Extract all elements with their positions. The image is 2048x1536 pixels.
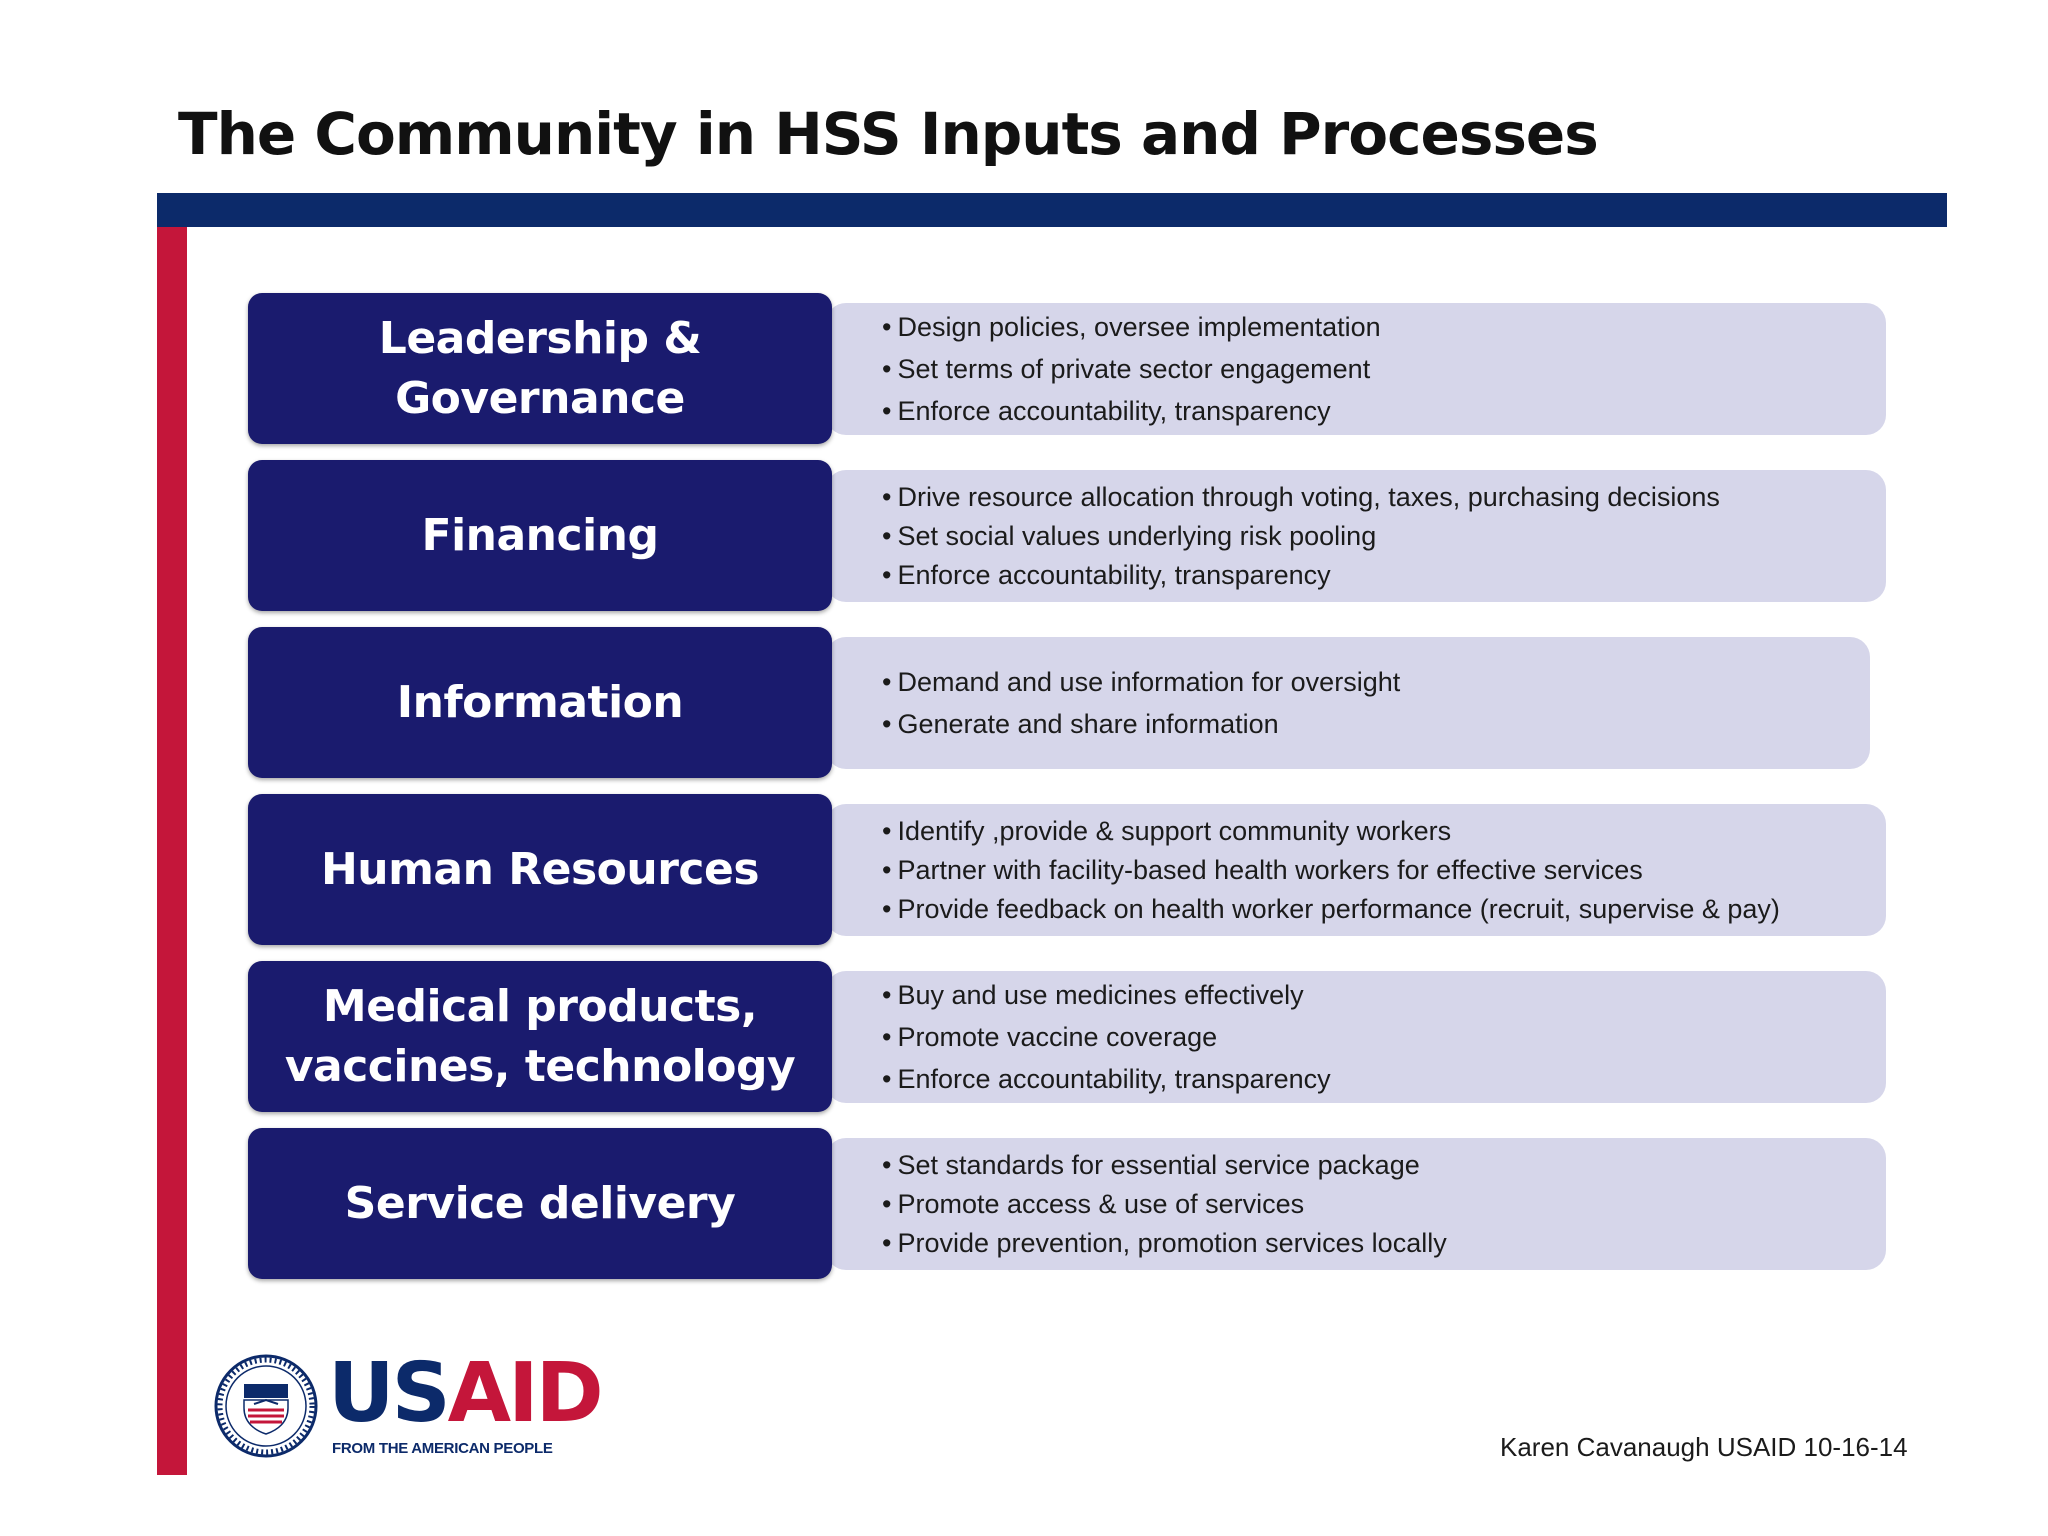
bullet-item: • Set social values underlying risk pooling bbox=[882, 517, 1720, 556]
slide-credit: Karen Cavanaugh USAID 10-16-14 bbox=[1500, 1432, 1908, 1462]
row-label bbox=[248, 1128, 832, 1279]
row-human-resources bbox=[248, 792, 1888, 947]
wordmark-aid: AID bbox=[447, 1346, 601, 1441]
row-label-line: Medical products, bbox=[322, 980, 758, 1032]
row-label bbox=[248, 794, 832, 945]
row-label bbox=[248, 293, 832, 444]
hss-rows bbox=[248, 291, 1888, 1293]
bullet-item: • Enforce accountability, transparency bbox=[882, 390, 1381, 432]
row-label-line: vaccines, technology bbox=[284, 1040, 796, 1092]
bullet-list bbox=[882, 306, 1381, 432]
row-label bbox=[248, 961, 832, 1112]
row-label-text bbox=[379, 309, 701, 429]
row-leadership-governance bbox=[248, 291, 1888, 446]
bullet-item: • Identify ,provide & support community workers bbox=[882, 812, 1780, 851]
row-label-line: Information bbox=[396, 676, 684, 728]
bullet-list bbox=[882, 478, 1720, 595]
bullet-item: • Drive resource allocation through voting, taxes, purchasing decisions bbox=[882, 478, 1720, 517]
bullet-item: • Promote access & use of services bbox=[882, 1185, 1447, 1224]
row-detail-box bbox=[826, 971, 1886, 1103]
bullet-list bbox=[882, 974, 1331, 1100]
bullet-item: • Enforce accountability, transparency bbox=[882, 556, 1720, 595]
usaid-seal-icon bbox=[214, 1354, 318, 1458]
row-detail-box bbox=[826, 303, 1886, 435]
row-information bbox=[248, 625, 1888, 780]
bullet-item: • Enforce accountability, transparency bbox=[882, 1058, 1331, 1100]
bullet-item: • Demand and use information for oversight bbox=[882, 661, 1400, 703]
usaid-wordmark bbox=[328, 1346, 601, 1441]
row-label-line: Financing bbox=[421, 509, 659, 561]
usaid-logo bbox=[214, 1346, 601, 1464]
row-label bbox=[248, 627, 832, 778]
bullet-item: • Set terms of private sector engagement bbox=[882, 348, 1381, 390]
slide-title: The Community in HSS Inputs and Processes bbox=[178, 100, 1598, 168]
row-label-line: Human Resources bbox=[320, 843, 760, 895]
bullet-item: • Design policies, oversee implementation bbox=[882, 306, 1381, 348]
usaid-tagline: FROM THE AMERICAN PEOPLE bbox=[332, 1440, 553, 1457]
row-service-delivery bbox=[248, 1126, 1888, 1281]
bullet-list bbox=[882, 1146, 1447, 1263]
row-detail-box bbox=[826, 637, 1870, 769]
row-medical-products bbox=[248, 959, 1888, 1114]
bullet-item: • Partner with facility-based health workers for effective services bbox=[882, 851, 1780, 890]
bullet-item: • Set standards for essential service package bbox=[882, 1146, 1447, 1185]
row-detail-box bbox=[826, 470, 1886, 602]
bullet-item: • Promote vaccine coverage bbox=[882, 1016, 1331, 1058]
bullet-list bbox=[882, 812, 1780, 929]
row-financing bbox=[248, 458, 1888, 613]
row-label-line: Service delivery bbox=[344, 1177, 736, 1229]
row-label bbox=[248, 460, 832, 611]
row-detail-box bbox=[826, 1138, 1886, 1270]
row-label-line: Leadership & bbox=[378, 312, 702, 364]
row-label-text bbox=[285, 977, 795, 1097]
row-label-line: Governance bbox=[395, 372, 685, 424]
bullet-item: • Provide feedback on health worker performance (recruit, supervise & pay) bbox=[882, 890, 1780, 929]
bullet-item: • Provide prevention, promotion services locally bbox=[882, 1224, 1447, 1263]
bullet-item: • Buy and use medicines effectively bbox=[882, 974, 1331, 1016]
wordmark-us: US bbox=[328, 1346, 448, 1441]
title-underline-bar bbox=[157, 193, 1947, 227]
bullet-item: • Generate and share information bbox=[882, 703, 1400, 745]
left-accent-bar bbox=[157, 227, 187, 1475]
row-detail-box bbox=[826, 804, 1886, 936]
bullet-list bbox=[882, 661, 1400, 745]
